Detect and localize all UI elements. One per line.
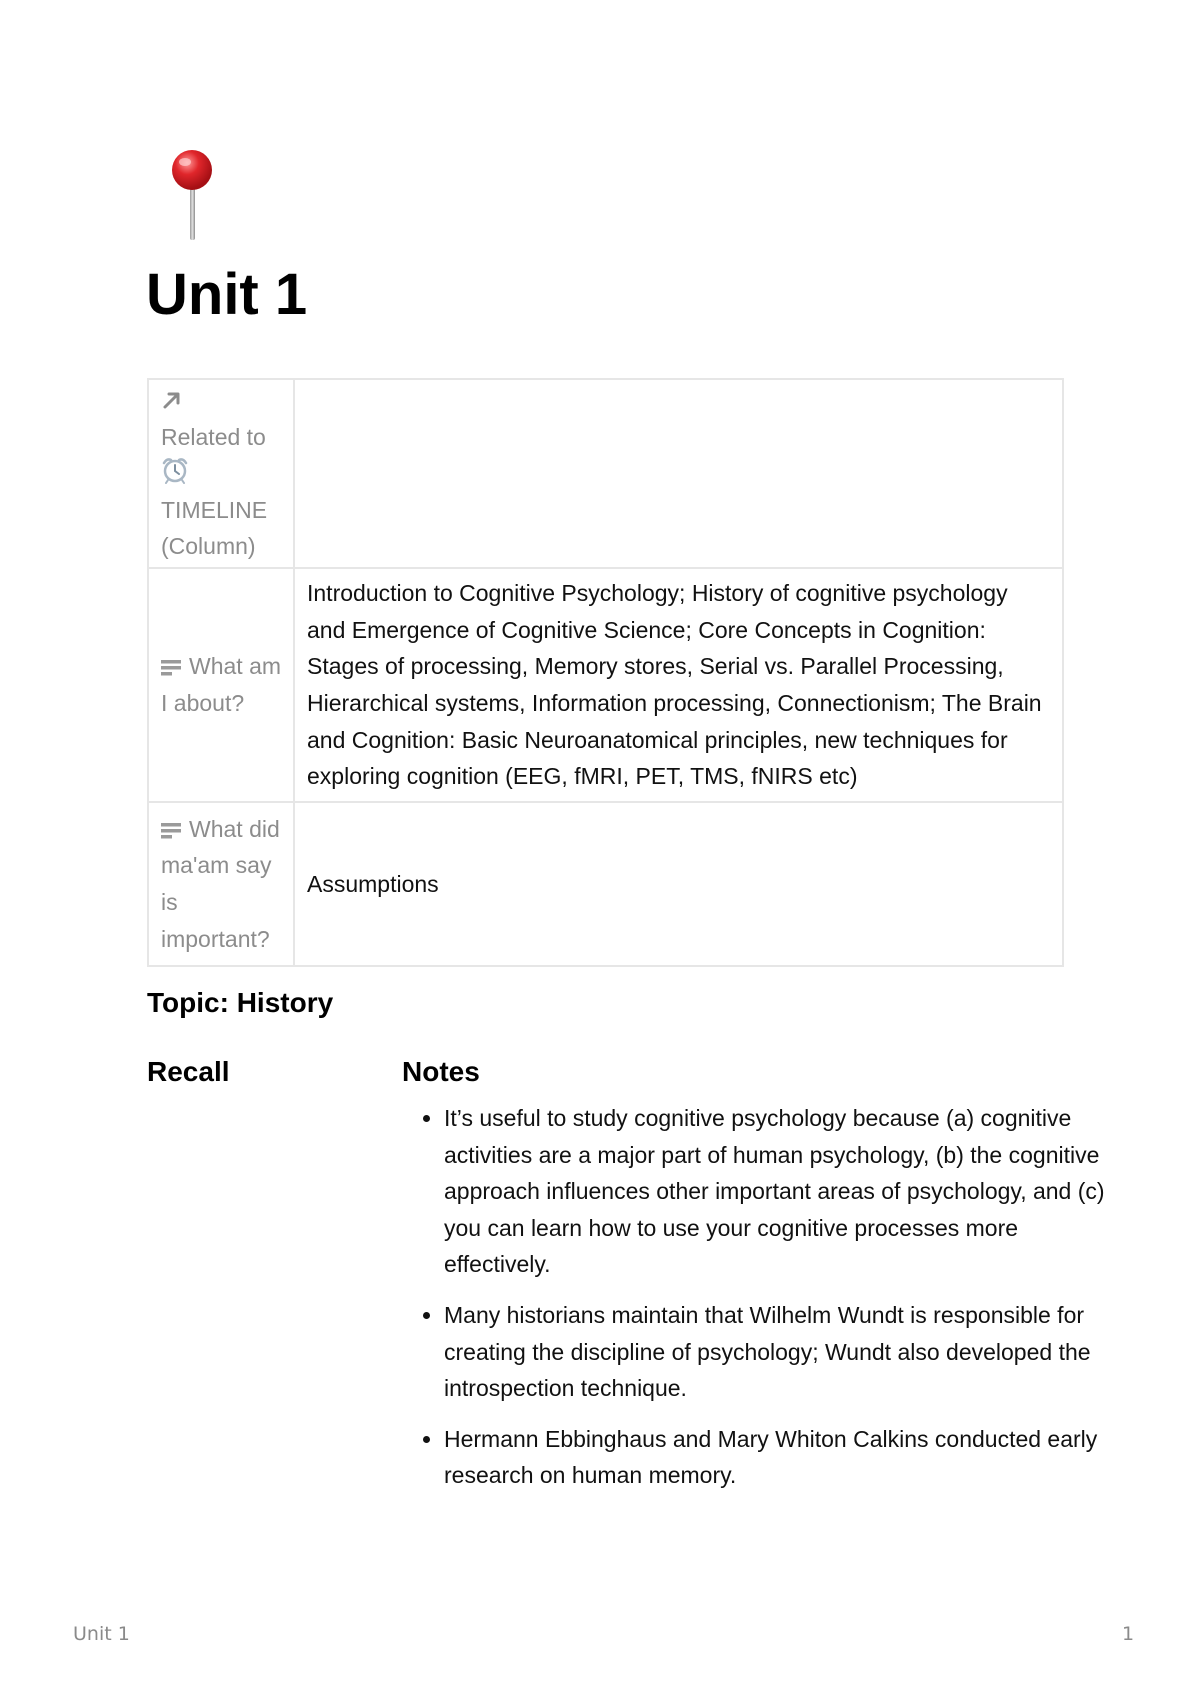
properties-table <box>147 378 1064 967</box>
property-key-label: Related to <box>161 423 266 450</box>
property-value-related[interactable] <box>294 379 1063 568</box>
notes-list <box>402 1100 1112 1508</box>
footer-title: Unit 1 <box>73 1623 130 1645</box>
list-item: • Many historians maintain that Wilhelm Wundt is responsible for creating the discipline of psychology; Wundt also developed the introspection technique. <box>444 1297 1112 1407</box>
text-lines-icon <box>161 659 181 677</box>
property-key-label: What am I about? <box>161 653 282 716</box>
relation-target-link[interactable]: TIMELINE (Column) <box>161 496 268 560</box>
notes-column-heading: Notes <box>402 1056 480 1087</box>
property-key-label: What did ma'am say is important? <box>161 815 280 952</box>
property-row-important <box>148 802 1063 966</box>
relation-arrow-icon <box>161 389 183 411</box>
property-value-about[interactable]: Introduction to Cognitive Psychology; History of cognitive psychology and Emergence of Cognitive Science; Core Concepts in Cognition: Stages of processing, Memory stores, Serial vs. Parallel Processing, Hierarchical systems, Information processing, Connectionism; The Brain and Cognition: Basic Neuroanatomical principles, new techniques for exploring cognition (EEG, fMRI, PET, TMS, fNIRS etc) <box>294 568 1063 802</box>
recall-column-heading: Recall <box>147 1056 230 1087</box>
list-item: • It’s useful to study cognitive psychology because (a) cognitive activities are a major part of human psychology, (b) the cognitive approach influences other important areas of psychology, and (c) you can learn how to use your cognitive processes more effectively. <box>444 1100 1112 1283</box>
property-value-important[interactable]: Assumptions <box>294 802 1063 966</box>
alarm-clock-icon <box>161 456 189 484</box>
property-key-related <box>148 379 294 568</box>
property-row-related <box>148 379 1063 568</box>
footer-page-number: 1 <box>1122 1623 1135 1645</box>
red-pushpin-icon <box>150 148 234 242</box>
property-row-about <box>148 568 1063 802</box>
text-lines-icon <box>161 822 181 840</box>
property-key-about <box>148 568 294 802</box>
topic-heading: Topic: History <box>147 987 334 1018</box>
page-title: Unit 1 <box>146 262 308 327</box>
list-item: • Hermann Ebbinghaus and Mary Whiton Calkins conducted early research on human memory. <box>444 1421 1112 1494</box>
property-key-important <box>148 802 294 966</box>
